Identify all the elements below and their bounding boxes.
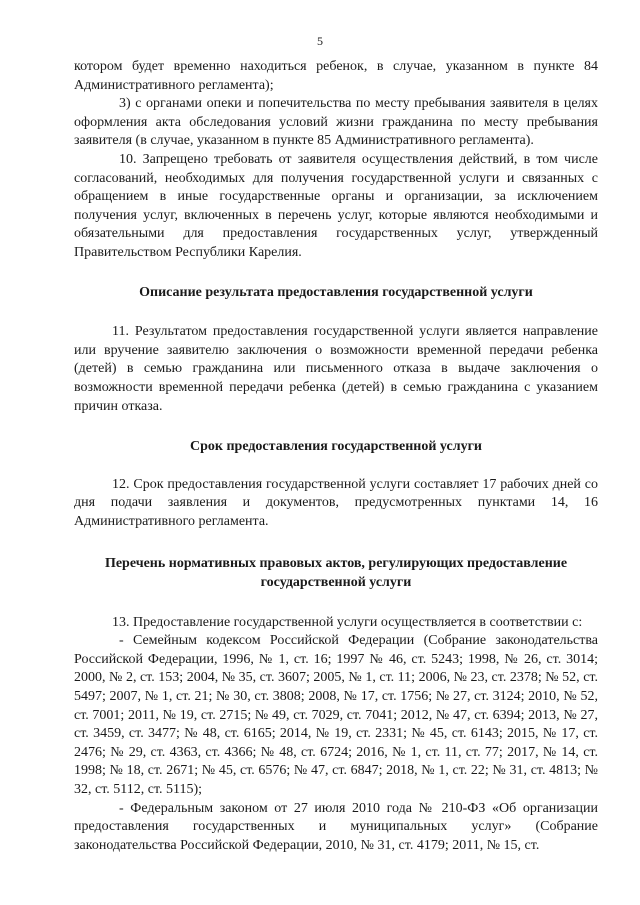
document-body bbox=[74, 58, 598, 855]
list-item-family-code: - Семейным кодексом Российской Федерации (Собрание законодательства Российской Федерации, 1996, № 1, ст. 16; 1997 № 46, ст. 5243; 1998, № 26, ст. 3014; 2000, № 2, ст. 153; 2004, № 35, ст. 3607; 2005, № 1, ст. 11; 2006, № 23, ст. 2378; № 52, ст. 5497; 2007, № 1, ст. 21; № 30, ст. 3808; 2008, № 17, ст. 1756; № 27, ст. 3124; 2010, № 52, ст. 7001; 2011, № 19, ст. 2715; № 49, ст. 7029, ст. 7041; 2012, № 47, ст. 6394; 2013, № 27, ст. 3459, ст. 3477; № 48, ст. 6165; 2014, № 19, ст. 2331; № 45, ст. 6143; 2015, № 17, ст. 2476; № 29, ст. 4363, ст. 4366; № 48, ст. 6724; 2016, № 1, ст. 11, ст. 77; 2017, № 14, ст. 1998; № 18, ст. 2671; № 45, ст. 6576; № 47, ст. 6847; 2018, № 1, ст. 22; № 31, ст. 4813; № 32, ст. 5112, ст. 5115); bbox=[74, 633, 598, 797]
page-number: 5 bbox=[317, 34, 323, 48]
paragraph-10: 10. Запрещено требовать от заявителя осуществления действий, в том числе согласований, необходимых для получения государственной услуги и связанных с обращением в иные государственные органы и организации, за исключением получения услуг, включенных в перечень услуг, которые являются необходимыми и обязательными для предоставления государственных услуг, утвержденный Правительством Республики Карелия. bbox=[74, 151, 598, 260]
section-heading-term: Срок предоставления государственной услуги bbox=[190, 439, 482, 455]
paragraph-item-3: 3) с органами опеки и попечительства по месту пребывания заявителя в целях оформления акта обследования условий жизни гражданина по месту пребывания заявителя (в случае, указанном в пункте 85 Административного регламента). bbox=[74, 96, 598, 149]
section-heading-result: Описание результата предоставления государственной услуги bbox=[139, 284, 533, 300]
list-item-federal-law: - Федеральным законом от 27 июля 2010 года № 210-ФЗ «Об организации предоставления государственных и муниципальных услуг» (Собрание законодательства Российской Федерации, 2010, № 31, ст. 4179; 2011, № 15, ст. bbox=[74, 800, 598, 853]
paragraph-continuation: котором будет временно находиться ребенок, в случае, указанном в пункте 84 Административного регламента); bbox=[74, 59, 598, 93]
paragraph-12: 12. Срок предоставления государственной услуги составляет 17 рабочих дней со дня подачи заявления и документов, предусмотренных пунктами 14, 16 Административного регламента. bbox=[74, 476, 598, 529]
paragraph-13: 13. Предоставление государственной услуги осуществляется в соответствии с: bbox=[112, 614, 583, 630]
section-heading-legal-acts: Перечень нормативных правовых актов, регулирующих предоставление государственной услуги bbox=[104, 556, 568, 591]
paragraph-11: 11. Результатом предоставления государственной услуги является направление или вручение заявителю заключения о возможности временной передачи ребенка (детей) в семью гражданина или письменного отказа в выдаче заключения о возможности временной передачи ребенка (детей) в семью гражданина с указанием причин отказа. bbox=[74, 324, 598, 414]
